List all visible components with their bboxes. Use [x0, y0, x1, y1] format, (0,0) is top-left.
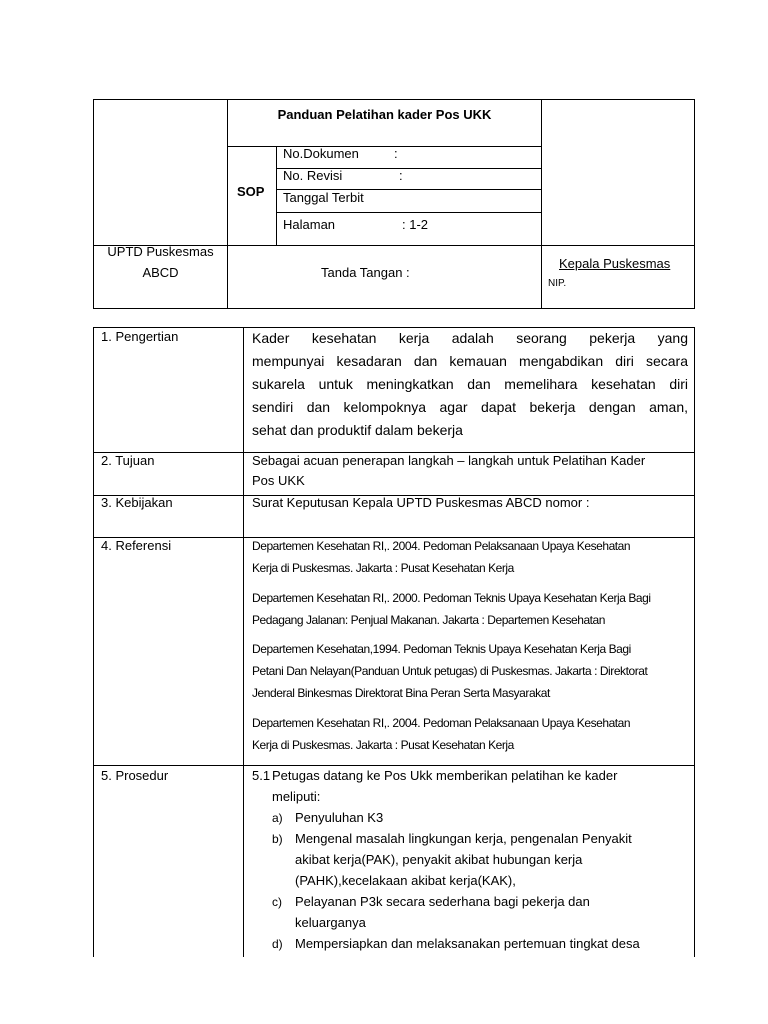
list-marker: a): [272, 811, 283, 825]
referensi-line: Departemen Kesehatan,1994. Pedoman Teknis Upaya Kesehatan Kerja Bagi: [252, 642, 631, 656]
org-name-line2: ABCD: [142, 265, 179, 280]
list-item: (PAHK),kecelakaan akibat kerja(KAK),: [295, 873, 516, 888]
list-marker: d): [272, 937, 283, 951]
row-label-pengertian: 1. Pengertian: [101, 329, 179, 344]
referensi-line: Departemen Kesehatan RI,. 2004. Pedoman Pelaksanaan Upaya Kesehatan: [252, 716, 631, 730]
org-name-line1: UPTD Puskesmas: [107, 244, 214, 259]
list-item: keluarganya: [295, 915, 366, 930]
row-label-kebijakan: 3. Kebijakan: [101, 495, 173, 510]
field-value-halaman: : 1-2: [402, 217, 429, 232]
field-label-tanggal-terbit: Tanggal Terbit: [283, 190, 364, 205]
field-label-halaman: Halaman: [283, 217, 336, 232]
pengertian-line: sehat dan produktif dalam bekerja: [252, 422, 463, 438]
sop-label: SOP: [237, 184, 265, 199]
list-item: Mengenal masalah lingkungan kerja, pengenalan Penyakit: [295, 831, 632, 846]
referensi-line: Petani Dan Nelayan(Panduan Untuk petugas) di Puskesmas. Jakarta : Direktorat: [252, 664, 648, 678]
field-label-no-revisi: No. Revisi: [283, 168, 343, 183]
referensi-line: Pedagang Jalanan: Penjual Makanan. Jakarta : Departemen Kesehatan: [252, 613, 606, 627]
kebijakan-text: Surat Keputusan Kepala UPTD Puskesmas ABCD nomor :: [252, 495, 590, 510]
referensi-line: Departemen Kesehatan RI,. 2004. Pedoman Pelaksanaan Upaya Kesehatan: [252, 539, 631, 553]
signature-label: Tanda Tangan :: [321, 265, 410, 280]
head-of-puskesmas: Kepala Puskesmas: [559, 256, 671, 271]
list-item: Mempersiapkan dan melaksanakan pertemuan tingkat desa: [295, 936, 640, 951]
step-line: meliputi:: [272, 789, 321, 804]
list-item: akibat kerja(PAK), penyakit akibat hubungan kerja: [295, 852, 583, 867]
step-line: Petugas datang ke Pos Ukk memberikan pelatihan ke kader: [272, 768, 618, 783]
list-item: Penyuluhan K3: [295, 810, 384, 825]
pengertian-text: [252, 327, 688, 442]
tujuan-line2: Pos UKK: [252, 473, 305, 488]
pengertian-line: mempunyai kesadaran dan kemauan mengabdikan diri secara: [252, 353, 688, 369]
list-marker: c): [272, 895, 282, 909]
tujuan-line1: Sebagai acuan penerapan langkah – langkah untuk Pelatihan Kader: [252, 453, 646, 468]
list-marker: b): [272, 832, 283, 846]
list-item: Pelayanan P3k secara sederhana bagi pekerja dan: [295, 894, 590, 909]
field-value-no-dokumen: :: [394, 146, 398, 161]
row-label-tujuan: 2. Tujuan: [101, 453, 155, 468]
referensi-line: Kerja di Puskesmas. Jakarta : Pusat Kesehatan Kerja: [252, 738, 514, 752]
pengertian-line: sendiri dan kelompoknya agar dapat bekerja dengan aman,: [252, 399, 688, 415]
nip-label: NIP.: [548, 278, 567, 289]
row-label-referensi: 4. Referensi: [101, 538, 172, 553]
field-value-no-revisi: :: [399, 168, 403, 183]
referensi-line: Kerja di Puskesmas. Jakarta : Pusat Kesehatan Kerja: [252, 561, 514, 575]
pengertian-line: sukarela untuk meningkatkan dan memelihara kesehatan diri: [252, 376, 688, 392]
pengertian-line: Kader kesehatan kerja adalah seorang pekerja yang: [252, 330, 688, 346]
field-label-no-dokumen: No.Dokumen: [283, 146, 359, 161]
document-title: Panduan Pelatihan kader Pos UKK: [277, 107, 492, 122]
referensi-line: Jenderal Binkesmas Direktorat Bina Peran Serta Masyarakat: [252, 686, 550, 700]
step-number: 5.1: [252, 768, 271, 783]
referensi-line: Departemen Kesehatan RI,. 2000. Pedoman Teknis Upaya Kesehatan Kerja Bagi: [252, 591, 651, 605]
row-label-prosedur: 5. Prosedur: [101, 768, 169, 783]
